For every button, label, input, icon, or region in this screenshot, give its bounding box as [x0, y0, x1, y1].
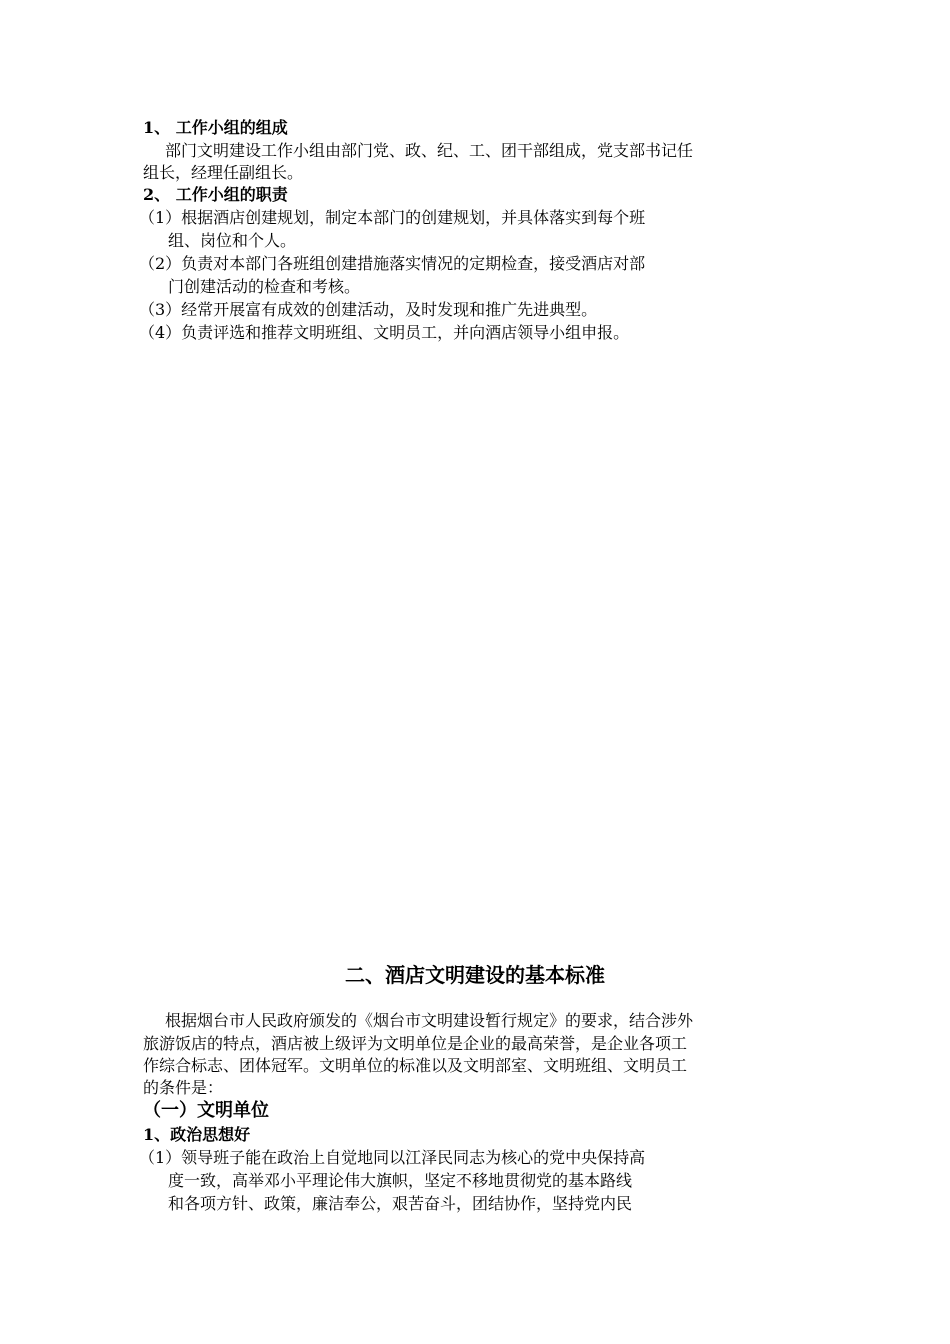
item1-text-line2: 组长，经理任副组长。	[143, 163, 304, 182]
sub-item-line-3: 和各项方针、政策，廉洁奉公，艰苦奋斗，团结协作，坚持党内民	[168, 1194, 633, 1213]
intro-line-4: 的条件是：	[143, 1078, 224, 1097]
item2-heading: 2、 工作小组的职责	[143, 185, 288, 204]
section2-title: 二、酒店文明建设的基本标准	[345, 963, 605, 987]
duty-2-line1: （2）负责对本部门各班组创建措施落实情况的定期检查，接受酒店对部	[139, 254, 646, 273]
sub-item-line-2: 度一致，高举邓小平理论伟大旗帜，坚定不移地贯彻党的基本路线	[168, 1171, 633, 1190]
item1-text-line1: 部门文明建设工作小组由部门党、政、纪、工、团干部组成，党支部书记任	[165, 141, 694, 160]
sub-item-line-1: （1）领导班子能在政治上自觉地同以江泽民同志为核心的党中央保持高	[139, 1148, 646, 1167]
sub-item-heading: 1、政治思想好	[143, 1125, 251, 1144]
duty-3-line1: （3）经常开展富有成效的创建活动，及时发现和推广先进典型。	[139, 300, 598, 319]
duty-2-line2: 门创建活动的检查和考核。	[168, 277, 361, 296]
intro-line-3: 作综合标志、团体冠军。文明单位的标准以及文明部室、文明班组、文明员工	[143, 1056, 688, 1075]
duty-1-line1: （1）根据酒店创建规划，制定本部门的创建规划，并具体落实到每个班	[139, 208, 646, 227]
duty-1-line2: 组、岗位和个人。	[168, 231, 297, 250]
item1-heading: 1、 工作小组的组成	[143, 118, 288, 137]
intro-line-1: 根据烟台市人民政府颁发的《烟台市文明建设暂行规定》的要求，结合涉外	[165, 1011, 694, 1030]
sub-heading-civilized-unit: （一）文明单位	[143, 1100, 269, 1121]
intro-line-2: 旅游饭店的特点，酒店被上级评为文明单位是企业的最高荣誉，是企业各项工	[143, 1034, 688, 1053]
duty-4-line1: （4）负责评选和推荐文明班组、文明员工，并向酒店领导小组申报。	[139, 323, 630, 342]
